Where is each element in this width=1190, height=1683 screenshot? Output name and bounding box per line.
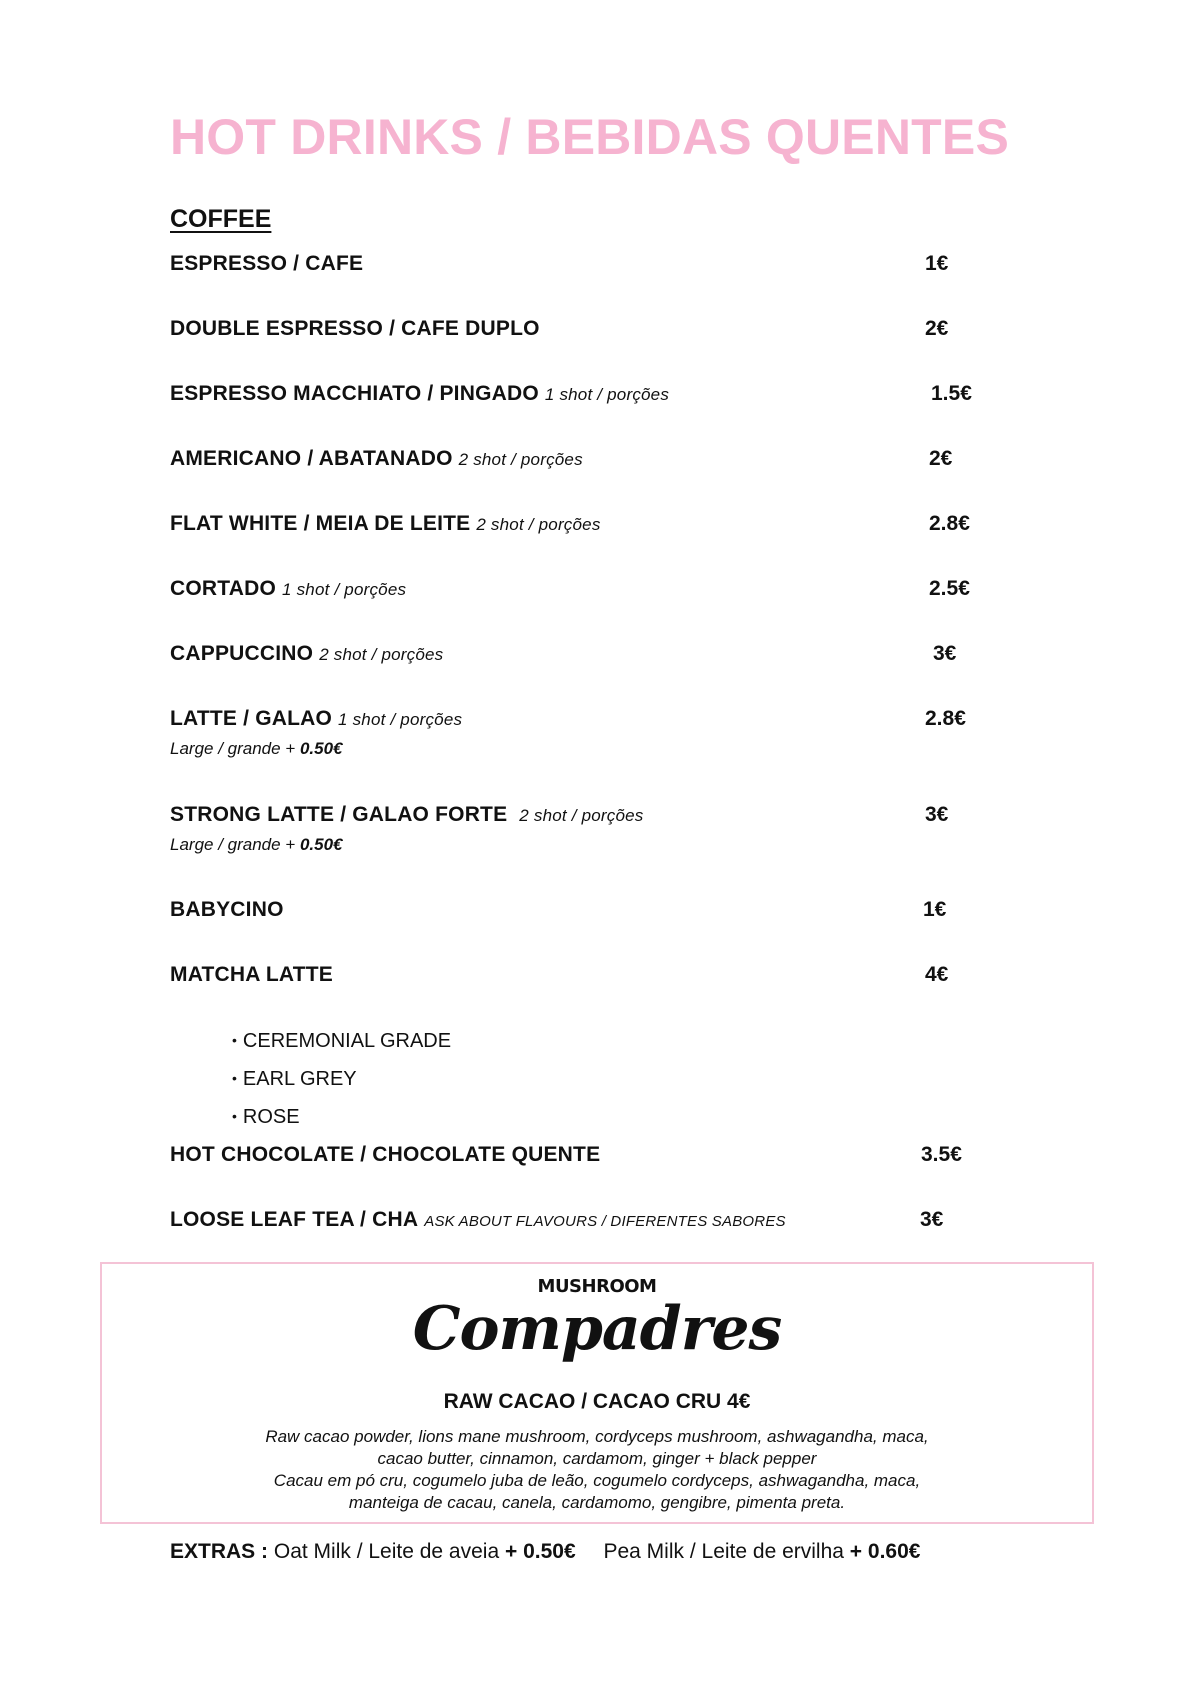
description-line: cacao butter, cinnamon, cardamom, ginger + black pepper <box>377 1449 817 1468</box>
pea-milk-price: + 0.60€ <box>849 1540 921 1563</box>
item-price: 1€ <box>925 252 949 275</box>
section-heading-coffee: COFFEE <box>170 205 272 233</box>
item-price: 2.8€ <box>929 512 970 535</box>
menu-item-espresso-macchiato <box>170 382 1050 422</box>
menu-item-matcha-latte <box>170 963 1050 1003</box>
item-price: 2.8€ <box>925 707 966 730</box>
partner-box <box>100 1262 1094 1524</box>
menu-item-flat-white <box>170 512 1050 552</box>
bullet-icon: • <box>232 1032 237 1048</box>
item-note: 2 shot / porções <box>319 645 444 664</box>
item-note: 1 shot / porções <box>282 580 407 599</box>
bullet-icon: • <box>232 1070 237 1086</box>
list-item: • ROSE <box>232 1106 300 1128</box>
item-note: 2 shot / porções <box>519 806 644 825</box>
oat-milk-price: + 0.50€ <box>504 1540 576 1563</box>
raw-cacao-heading: RAW CACAO / CACAO CRU 4€ <box>443 1390 751 1413</box>
page-title: HOT DRINKS / BEBIDAS QUENTES <box>170 109 1009 165</box>
menu-item-strong-latte <box>170 803 1050 873</box>
item-size-upgrade: Large / grande + 0.50€ <box>170 835 343 854</box>
raw-cacao-description <box>102 1426 1092 1514</box>
mushroom-compadres-logo <box>102 1276 1092 1364</box>
logo-big-text: Compadres <box>412 1294 782 1364</box>
item-note: ASK ABOUT FLAVOURS / DIFERENTES SABORES <box>424 1213 786 1230</box>
menu-item-cappuccino <box>170 642 1050 682</box>
item-name: FLAT WHITE / MEIA DE LEITE 2 shot / porções <box>170 512 601 535</box>
item-note: 1 shot / porções <box>338 710 463 729</box>
item-price: 2€ <box>929 447 953 470</box>
item-name: HOT CHOCOLATE / CHOCOLATE QUENTE <box>170 1143 601 1166</box>
extras-label: EXTRAS : <box>170 1540 269 1563</box>
item-note: 2 shot / porções <box>476 515 601 534</box>
item-note: 1 shot / porções <box>544 385 670 404</box>
menu-item-espresso <box>170 252 1050 292</box>
description-line: manteiga de cacau, canela, cardamomo, gengibre, pimenta preta. <box>348 1493 846 1512</box>
list-item: • EARL GREY <box>232 1068 357 1090</box>
matcha-options-list <box>232 1028 451 1142</box>
item-price: 3€ <box>933 642 957 665</box>
item-price: 2.5€ <box>929 577 970 600</box>
item-name: STRONG LATTE / GALAO FORTE 2 shot / porções <box>170 803 644 826</box>
bullet-icon: • <box>232 1108 237 1124</box>
menu-item-loose-leaf-tea <box>170 1208 1050 1248</box>
menu-item-double-espresso <box>170 317 1050 357</box>
item-name: DOUBLE ESPRESSO / CAFE DUPLO <box>170 317 540 340</box>
item-name: BABYCINO <box>170 898 284 921</box>
menu-item-americano <box>170 447 1050 487</box>
item-price: 4€ <box>925 963 949 986</box>
menu-item-babycino <box>170 898 1050 938</box>
item-name: CORTADO 1 shot / porções <box>170 577 407 600</box>
list-item: • CEREMONIAL GRADE <box>232 1030 452 1052</box>
item-name: CAPPUCCINO 2 shot / porções <box>170 642 444 665</box>
item-note: 2 shot / porções <box>458 450 583 469</box>
item-size-upgrade: Large / grande + 0.50€ <box>170 739 343 758</box>
item-name: ESPRESSO MACCHIATO / PINGADO 1 shot / porções <box>170 382 670 405</box>
description-line: Cacau em pó cru, cogumelo juba de leão, cogumelo cordyceps, ashwagandha, maca, <box>273 1471 921 1490</box>
item-name: AMERICANO / ABATANADO 2 shot / porções <box>170 447 583 470</box>
item-name: MATCHA LATTE <box>170 963 333 986</box>
menu-item-latte <box>170 707 1050 777</box>
item-name: LOOSE LEAF TEA / CHA ASK ABOUT FLAVOURS / DIFERENTES SABORES <box>170 1208 786 1231</box>
item-price: 3€ <box>925 803 949 826</box>
item-price: 2€ <box>925 317 949 340</box>
description-line: Raw cacao powder, lions mane mushroom, cordyceps mushroom, ashwagandha, maca, <box>265 1427 929 1446</box>
oat-milk-label: Oat Milk / Leite de aveia <box>273 1540 500 1563</box>
item-name: LATTE / GALAO 1 shot / porções <box>170 707 463 730</box>
menu-item-cortado <box>170 577 1050 617</box>
item-price: 3€ <box>920 1208 944 1231</box>
item-name: ESPRESSO / CAFE <box>170 252 364 275</box>
extras-line <box>170 1540 920 1564</box>
logo-small-text: MUSHROOM <box>537 1276 657 1297</box>
pea-milk-label: Pea Milk / Leite de ervilha <box>603 1540 844 1563</box>
item-price: 1€ <box>923 898 947 921</box>
item-price: 3.5€ <box>921 1143 962 1166</box>
item-price: 1.5€ <box>931 382 972 405</box>
menu-item-hot-chocolate <box>170 1143 1050 1183</box>
